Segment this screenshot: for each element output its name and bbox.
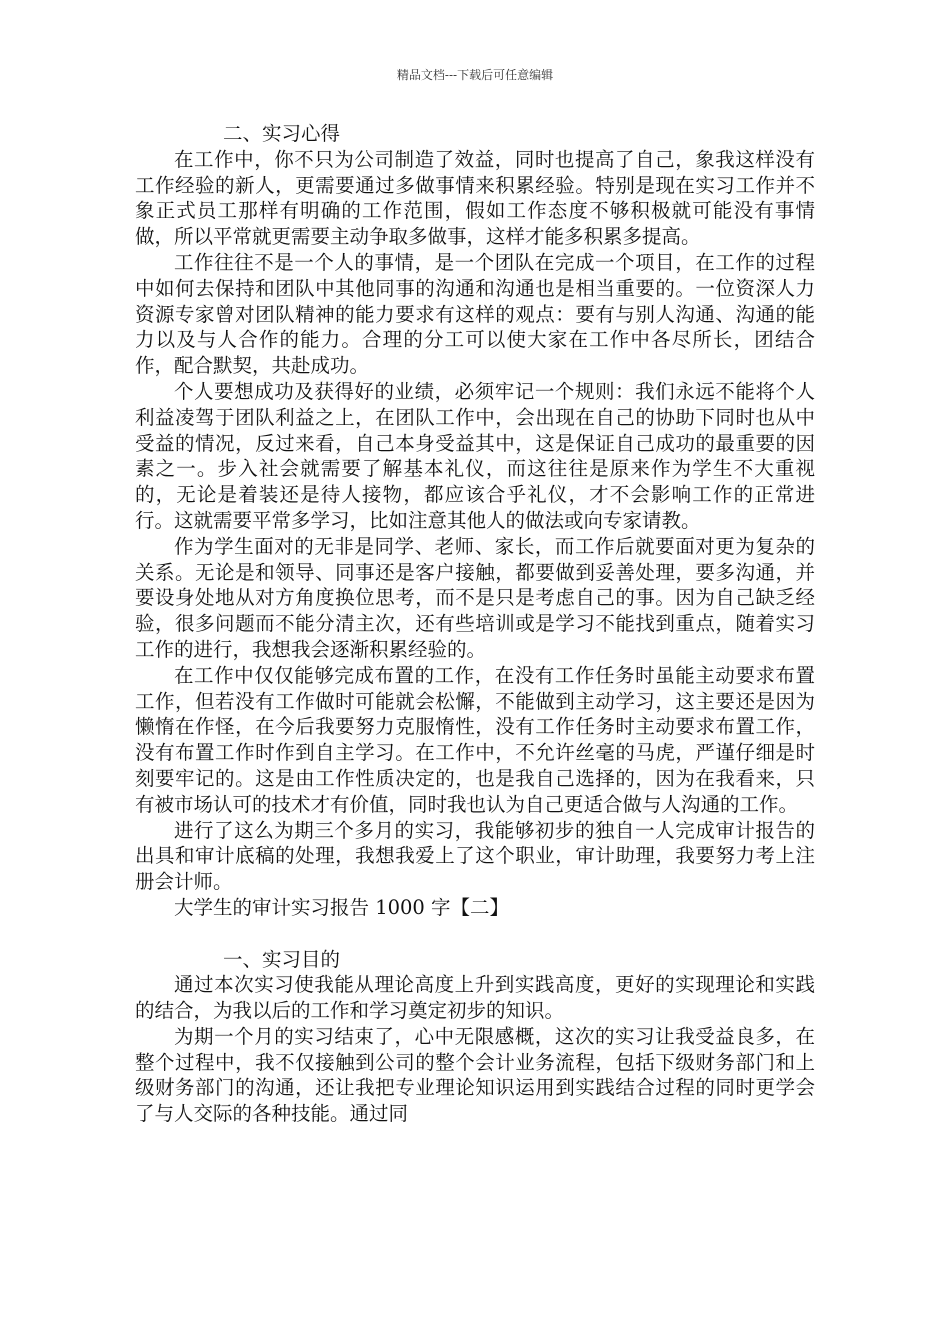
paragraph: 为期一个月的实习结束了，心中无限感概，这次的实习让我受益良多，在整个过程中，我不仅接触到公司的整个会计业务流程，包括下级财务部门和上级财务部门的沟通，还让我把专业理论知识运用到实践结合过程的同时更学会了与人交际的各种技能。通过同	[135, 1024, 815, 1126]
section-heading-experience: 二、实习心得	[223, 122, 341, 145]
paragraph: 工作往往不是一个人的事情，是一个团队在完成一个项目，在工作的过程中如何去保持和团队中其他同事的沟通和沟通也是相当重要的。一位资深人力资源专家曾对团队精神的能力要求有这样的观点：要有与别人沟通、沟通的能力以及与人合作的能力。合理的分工可以使大家在工作中各尽所长，团结合作，配合默契，共赴成功。	[135, 250, 815, 378]
spacer	[135, 921, 815, 947]
paragraph: 作为学生面对的无非是同学、老师、家长，而工作后就要面对更为复杂的关系。无论是和领导、同事还是客户接触，都要做到妥善处理，要多沟通，并要设身处地从对方角度换位思考，而不是只是考虑自己的事。因为自己缺乏经验，很多问题而不能分清主次，还有些培训或是学习不能找到重点，随着实习工作的进行，我想我会逐渐积累经验的。	[135, 534, 815, 661]
paragraph: 在工作中，你不只为公司制造了效益，同时也提高了自己，象我这样没有工作经验的新人，更需要通过多做事情来积累经验。特别是现在实习工作并不象正式员工那样有明确的工作范围，假如工作态度不够积极就可能没有事情做，所以平常就更需要主动争取多做事，这样才能多积累多提高。	[135, 147, 815, 249]
page-header: 精品文档---下载后可任意编辑	[396, 68, 554, 82]
paragraph: 个人要想成功及获得好的业绩，必须牢记一个规则：我们永远不能将个人利益凌驾于团队利益之上，在团队工作中，会出现在自己的协助下同时也从中受益的情况，反过来看，自己本身受益其中，这是保证自己成功的最重要的因素之一。步入社会就需要了解基本礼仪，而这往往是原来作为学生不大重视的，无论是着装还是待人接物，都应该合乎礼仪，才不会影响工作的正常进行。这就需要平常多学习，比如注意其他人的做法或向专家请教。	[135, 379, 815, 532]
section-heading-purpose: 一、实习目的	[223, 947, 341, 971]
document-body	[135, 121, 815, 1127]
paragraph: 在工作中仅仅能够完成布置的工作，在没有工作任务时虽能主动要求布置工作，但若没有工作做时可能就会松懈，不能做到主动学习，这主要还是因为懒惰在作怪，在今后我要努力克服惰性，没有工作任务时主动要求布置工作，没有布置工作时作到自主学习。在工作中，不允许丝毫的马虎，严谨仔细是时刻要牢记的。这是由工作性质决定的，也是我自己选择的，因为在我看来，只有被市场认可的技术才有价值，同时我也认为自己更适合做与人沟通的工作。	[135, 663, 815, 816]
paragraph: 通过本次实习使我能从理论高度上升到实践高度，更好的实现理论和实践的结合，为我以后的工作和学习奠定初步的知识。	[135, 973, 815, 1023]
report-title: 大学生的审计实习报告 1000 字【二】	[174, 895, 510, 919]
paragraph: 进行了这么为期三个多月的实习，我能够初步的独自一人完成审计报告的出具和审计底稿的处理，我想我爱上了这个职业，审计助理，我要努力考上注册会计师。	[135, 818, 815, 894]
